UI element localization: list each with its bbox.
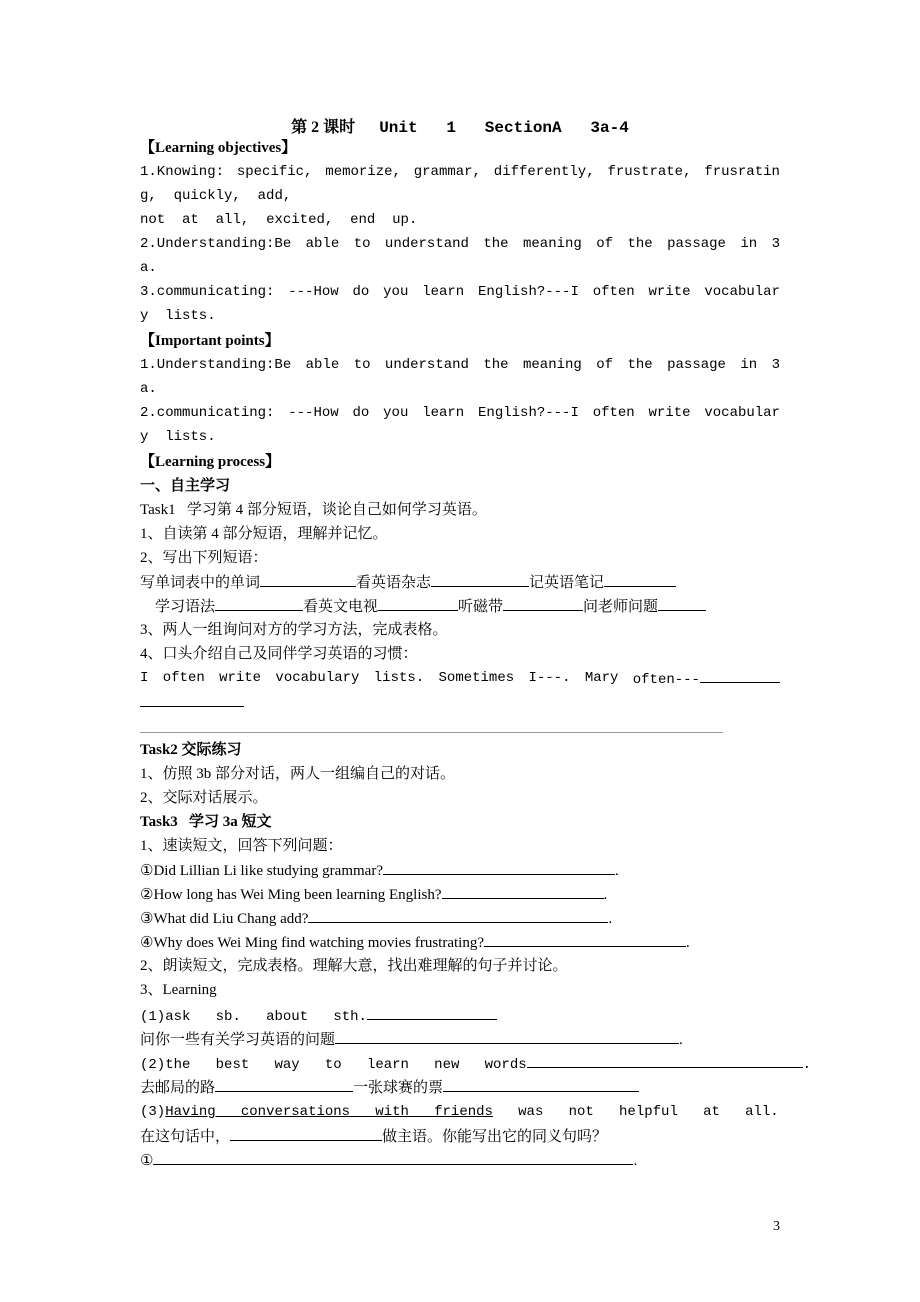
blank-field[interactable] — [604, 573, 676, 587]
objectives-line-1c: not at all, excited, end up. — [140, 212, 418, 228]
phrase-2: (2)the best way to learn new words . — [140, 1054, 811, 1074]
objectives-line-2: 2.Understanding:Be able to understand the meaning of the passage in 3 — [140, 236, 780, 252]
objectives-line-1: 1.Knowing: specific, memorize, grammar, differently, frustrate, frusratin — [140, 164, 780, 180]
task1-step-4: 4、口头介绍自己及同伴学习英语的习惯： — [140, 646, 418, 662]
blank-field[interactable] — [443, 1078, 639, 1092]
important-heading: 【Important points】 — [140, 333, 280, 349]
blank-field[interactable] — [484, 933, 686, 947]
blank-field[interactable] — [367, 1006, 497, 1020]
objectives-line-2b: a. — [140, 260, 157, 276]
blank-field[interactable] — [335, 1030, 679, 1044]
blank-field[interactable] — [378, 597, 458, 611]
lesson-label: 第 2 课时 — [291, 119, 356, 136]
process-heading: 【Learning process】 — [140, 454, 281, 470]
important-line-2: 2.communicating: ---How do you learn English?---I often write vocabular — [140, 405, 780, 421]
answer-line[interactable] — [140, 693, 244, 712]
important-line-2b: y lists. — [140, 429, 216, 445]
blank-field[interactable] — [658, 597, 706, 611]
blank-field[interactable] — [383, 861, 615, 875]
divider-rule — [140, 732, 723, 733]
unit-label: Unit 1 SectionA 3a-4 — [379, 119, 629, 137]
task1-line: Task1 学习第 4 部分短语，谈论自己如何学习英语。 — [140, 502, 487, 518]
blank-field[interactable] — [215, 597, 303, 611]
question-2: ②How long has Wei Ming been learning English? . — [140, 887, 608, 903]
blank-field[interactable] — [527, 1054, 803, 1068]
task3-step-1: 1、速读短文，回答下列问题： — [140, 838, 343, 854]
task2-step-2: 2、交际对话展示。 — [140, 790, 268, 806]
phrase-1-cn: 问你一些有关学习英语的问题 . — [140, 1032, 683, 1048]
blank-field[interactable] — [215, 1078, 353, 1092]
blank-field[interactable] — [308, 909, 608, 923]
task2-step-1: 1、仿照 3b 部分对话，两人一组编自己的对话。 — [140, 766, 456, 782]
objectives-line-1b: g, quickly, add, — [140, 188, 292, 204]
blank-field[interactable] — [260, 573, 356, 587]
task1-step-2: 2、写出下列短语： — [140, 550, 268, 566]
page-number: 3 — [773, 1219, 780, 1234]
task3-heading: Task3 学习 3a 短文 — [140, 814, 272, 830]
phrase-3-cn: 在这句话中， 做主语。你能写出它的同义句吗？ — [140, 1129, 608, 1145]
blank-field[interactable] — [153, 1151, 633, 1165]
blank-field[interactable] — [700, 669, 780, 683]
objectives-heading: 【Learning objectives】 — [140, 140, 297, 156]
important-line-1b: a. — [140, 381, 157, 397]
phrase-3: (3)Having conversations with friends was not helpful at all. — [140, 1104, 779, 1120]
section-self-study: 一、自主学习 — [140, 478, 231, 494]
blank-field[interactable] — [503, 597, 583, 611]
important-line-1: 1.Understanding:Be able to understand the meaning of the passage in 3 — [140, 357, 780, 373]
blank-field[interactable] — [442, 885, 604, 899]
task3-step-3: 3、Learning — [140, 982, 217, 998]
example-sentence: I often write vocabulary lists. Sometimes I---. Mary often--- — [140, 669, 780, 689]
page-title — [0, 114, 920, 137]
phrase-3-answer: ① . — [140, 1153, 638, 1169]
objectives-line-3b: y lists. — [140, 308, 216, 324]
task3-step-2: 2、朗读短文，完成表格。理解大意，找出难理解的句子并讨论。 — [140, 958, 568, 974]
task1-step-3: 3、两人一组询问对方的学习方法，完成表格。 — [140, 622, 448, 638]
question-1: ①Did Lillian Li like studying grammar? . — [140, 863, 619, 879]
blank-field[interactable] — [431, 573, 529, 587]
phrase-2-cn: 去邮局的路 一张球赛的票 — [140, 1078, 639, 1097]
objectives-line-3: 3.communicating: ---How do you learn English?---I often write vocabular — [140, 284, 780, 300]
question-4: ④Why does Wei Ming find watching movies frustrating? . — [140, 935, 690, 951]
question-3: ③What did Liu Chang add? . — [140, 911, 613, 927]
phrase-1: (1)ask sb. about sth. — [140, 1006, 497, 1026]
blank-field[interactable] — [230, 1127, 382, 1141]
phrases-row-2: 学习语法 看英文电视 听磁带 问老师问题 — [155, 597, 706, 616]
phrases-row-1: 写单词表中的单词 看英语杂志 记英语笔记 — [140, 573, 676, 592]
task2-heading: Task2 交际练习 — [140, 742, 242, 758]
task1-step-1: 1、自读第 4 部分短语，理解并记忆。 — [140, 526, 388, 542]
